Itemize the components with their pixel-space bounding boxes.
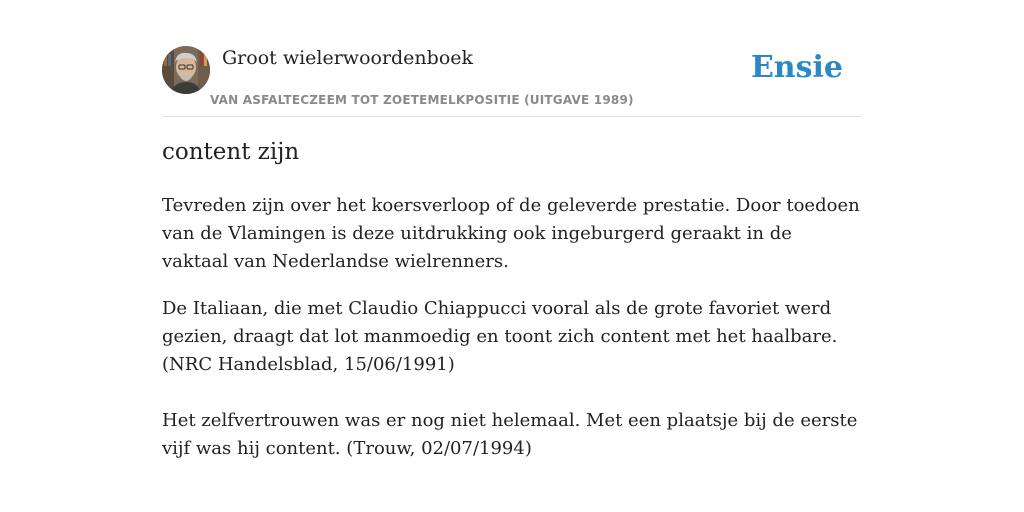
entry-content: [162, 192, 862, 463]
author-avatar[interactable]: [162, 46, 210, 94]
book-header: [162, 46, 862, 117]
avatar-image: [162, 46, 210, 94]
book-title[interactable]: Groot wielerwoordenboek: [222, 47, 474, 69]
entry-term: content zijn: [162, 139, 300, 165]
example-quote: De Italiaan, die met Claudio Chiappucci vooral als de grote favoriet werd gezien, draagt dat lot manmoedig en toont zich content met het haalbare. (NRC Handelsblad, 15/06/1991): [162, 298, 838, 375]
book-subtitle: VAN ASFALTECZEEM TOT ZOETEMELKPOSITIE (UITGAVE 1989): [210, 93, 634, 107]
entry-definition: Tevreden zijn over het koersverloop of de geleverde prestatie. Door toedoen van de Vlamingen is deze uitdrukking ook ingeburgerd geraakt in de vaktaal van Nederlandse wielrenners.: [162, 195, 860, 272]
ensie-logo[interactable]: Ensie: [750, 50, 843, 85]
example-quote: Het zelfvertrouwen was er nog niet helemaal. Met een plaatsje bij de eerste vijf was hij content. (Trouw, 02/07/1994): [162, 410, 858, 459]
